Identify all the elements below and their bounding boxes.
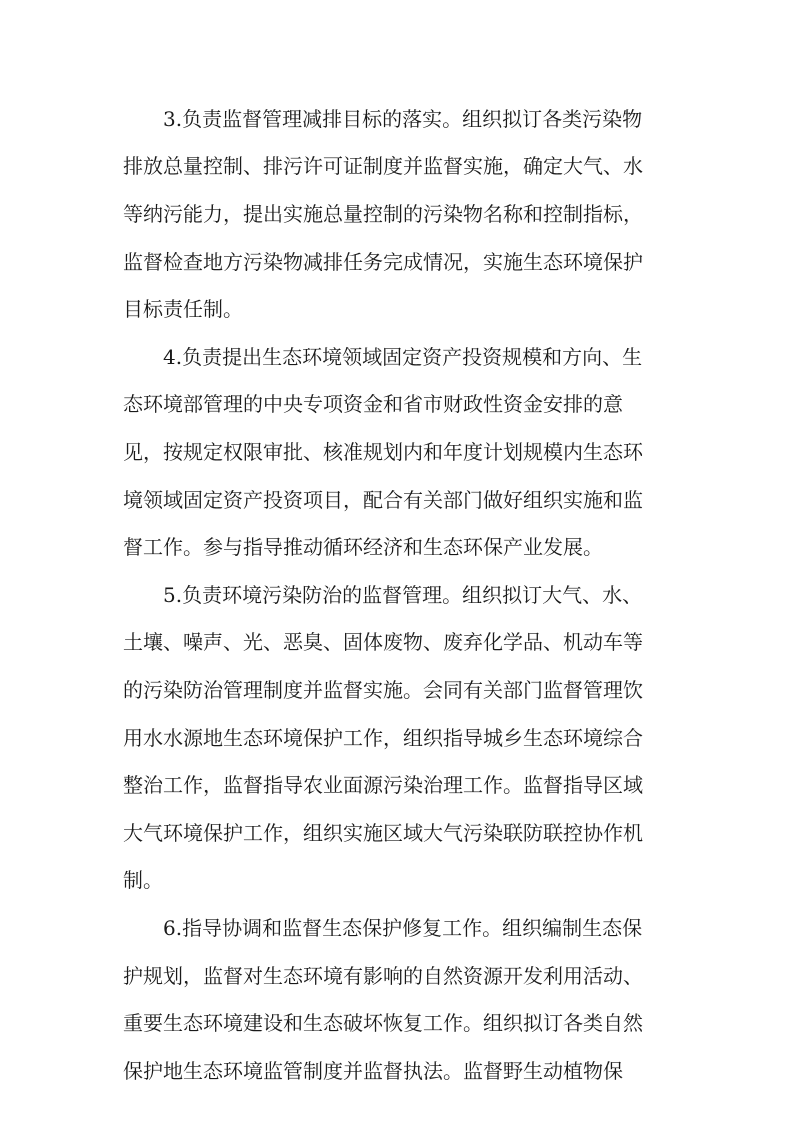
- text-line: 境领域固定资产投资项目，配合有关部门做好组织实施和监: [123, 488, 643, 512]
- text-line: 5.负责环境污染防治的监督管理。组织拟订大气、水、: [163, 583, 643, 607]
- text-line: 整治工作，监督指导农业面源污染治理工作。监督指导区域: [123, 773, 643, 797]
- text-line: 保护地生态环境监管制度并监督执法。监督野生动植物保: [123, 1059, 623, 1083]
- text-line: 态环境部管理的中央专项资金和省市财政性资金安排的意: [123, 392, 623, 416]
- text-line: 的污染防治管理制度并监督实施。会同有关部门监督管理饮: [123, 678, 643, 702]
- text-line: 大气环境保护工作，组织实施区域大气污染联防联控协作机: [123, 821, 643, 845]
- text-line: 监督检查地方污染物减排任务完成情况，实施生态环境保护: [123, 250, 643, 274]
- text-line: 目标责任制。: [123, 297, 243, 321]
- text-line: 6.指导协调和监督生态保护修复工作。组织编制生态保: [163, 916, 643, 940]
- text-line: 护规划，监督对生态环境有影响的自然资源开发利用活动、: [123, 964, 643, 988]
- text-line: 4.负责提出生态环境领域固定资产投资规模和方向、生: [163, 345, 643, 369]
- text-line: 3.负责监督管理减排目标的落实。组织拟订各类污染物: [163, 107, 643, 131]
- text-line: 排放总量控制、排污许可证制度并监督实施，确定大气、水: [123, 154, 643, 178]
- text-line: 土壤、噪声、光、恶臭、固体废物、废弃化学品、机动车等: [123, 630, 643, 654]
- text-line: 用水水源地生态环境保护工作，组织指导城乡生态环境综合: [123, 726, 643, 750]
- text-line: 制。: [123, 868, 163, 892]
- text-line: 重要生态环境建设和生态破坏恢复工作。组织拟订各类自然: [123, 1011, 643, 1035]
- text-line: 见，按规定权限审批、核准规划内和年度计划规模内生态环: [123, 440, 643, 464]
- text-line: 等纳污能力，提出实施总量控制的污染物名称和控制指标，: [123, 202, 643, 226]
- text-line: 督工作。参与指导推动循环经济和生态环保产业发展。: [123, 535, 603, 559]
